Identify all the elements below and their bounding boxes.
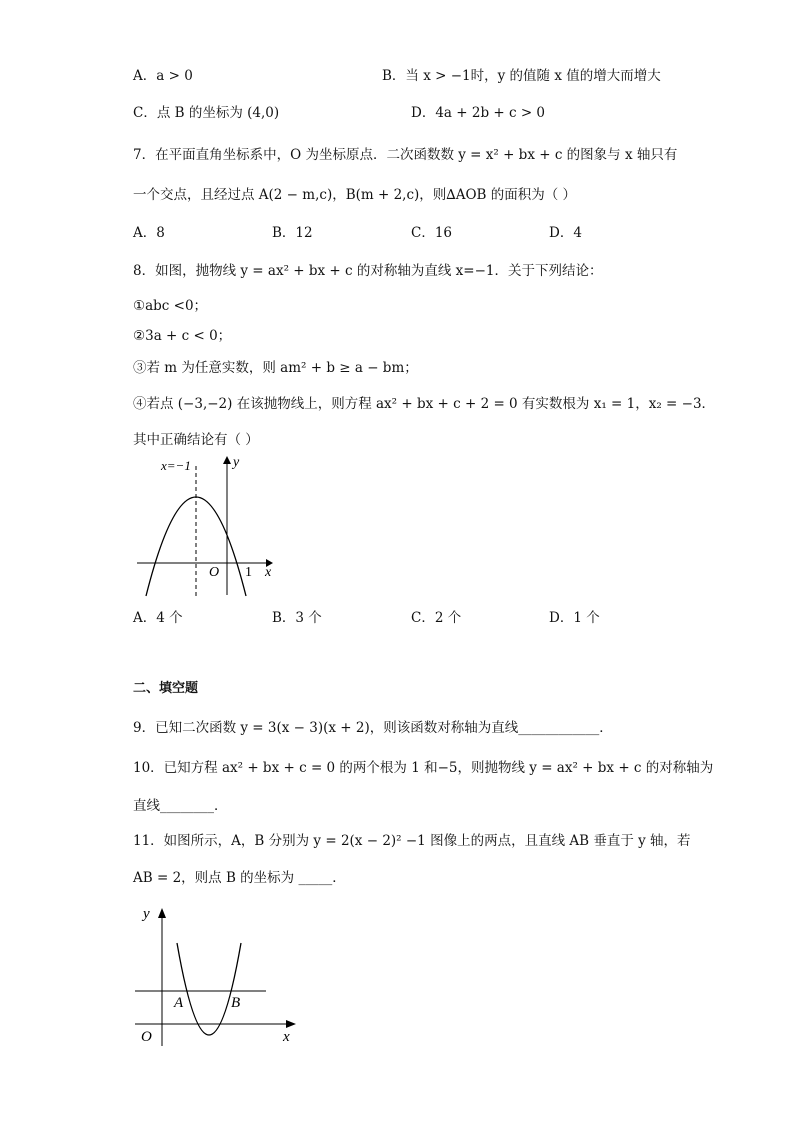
- q8-conclusion-3: ③若 m 为任意实数，则 am² + b ≥ a − bm；: [133, 360, 418, 376]
- q8-conclusion-2: ②3a + c < 0；: [133, 328, 232, 344]
- q11-y-label: y: [143, 906, 150, 922]
- q8-x-label: x: [265, 565, 272, 580]
- q11-point-b-label: B: [231, 995, 241, 1011]
- section-title: 二、填空题: [133, 681, 199, 696]
- q11-line2: AB = 2，则点 B 的坐标为 _____．: [133, 870, 346, 886]
- q8-question: 其中正确结论有（ ）: [133, 432, 259, 448]
- q7-option-d: D．4: [549, 225, 582, 241]
- q8-option-a: A．4 个: [133, 610, 183, 626]
- q6-option-c: C．点 B 的坐标为 (4,0): [133, 105, 280, 121]
- q6-option-d: D．4a + 2b + c > 0: [411, 105, 546, 121]
- q8-y-axis-arrow: [223, 456, 231, 464]
- q8-origin-label: O: [209, 565, 220, 580]
- q6-option-b: B．当 x > −1时，y 的值随 x 值的增大而增大: [382, 68, 661, 84]
- q8-y-label: y: [233, 455, 240, 470]
- q7-stem-line2: 一个交点，且经过点 A(2 − m,c)，B(m + 2,c)，则∆AOB 的面积为（ ）: [133, 187, 577, 203]
- q6-option-a: A．a > 0: [133, 68, 193, 84]
- q11-x-label: x: [283, 1029, 290, 1045]
- q11-point-a-label: A: [174, 995, 184, 1011]
- q8-one-label: 1: [245, 565, 252, 580]
- q8-conclusion-4: ④若点 (−3,−2) 在该抛物线上，则方程 ax² + bx + c + 2 = 0 有实数根为 x₁ = 1，x₂ = −3．: [133, 396, 716, 412]
- q11-parabola-figure: [133, 900, 303, 1050]
- q7-option-b: B．12: [272, 225, 313, 241]
- q9-text: 9．已知二次函数 y = 3(x − 3)(x + 2)，则该函数对称轴为直线____________．: [133, 720, 613, 736]
- q7-stem-line1: 7．在平面直角坐标系中，O 为坐标原点．二次函数数 y = x² + bx + c 的图象与 x 轴只有: [133, 147, 678, 163]
- q11-parabola-curve: [177, 943, 241, 1035]
- q11-origin-label: O: [141, 1029, 152, 1045]
- q8-axis-label: x=−1: [161, 458, 191, 473]
- q7-option-a: A．8: [133, 225, 165, 241]
- q11-y-axis-arrow: [158, 908, 166, 918]
- q11-line1: 11．如图所示，A，B 分别为 y = 2(x − 2)² −1 图像上的两点，且直线 AB 垂直于 y 轴，若: [133, 833, 691, 849]
- q8-option-b: B．3 个: [272, 610, 322, 626]
- q8-parabola-figure: [133, 452, 283, 602]
- q8-stem: 8．如图，抛物线 y = ax² + bx + c 的对称轴为直线 x=−1．关于下列结论：: [133, 263, 603, 279]
- q10-line2: 直线________．: [133, 798, 228, 814]
- q8-option-d: D．1 个: [549, 610, 600, 626]
- q7-option-c: C．16: [411, 225, 453, 241]
- q8-option-c: C．2 个: [411, 610, 462, 626]
- q10-line1: 10．已知方程 ax² + bx + c = 0 的两个根为 1 和−5，则抛物线 y = ax² + bx + c 的对称轴为: [133, 760, 714, 776]
- q8-conclusion-1: ①abc <0；: [133, 298, 208, 314]
- q11-x-axis-arrow: [286, 1020, 296, 1028]
